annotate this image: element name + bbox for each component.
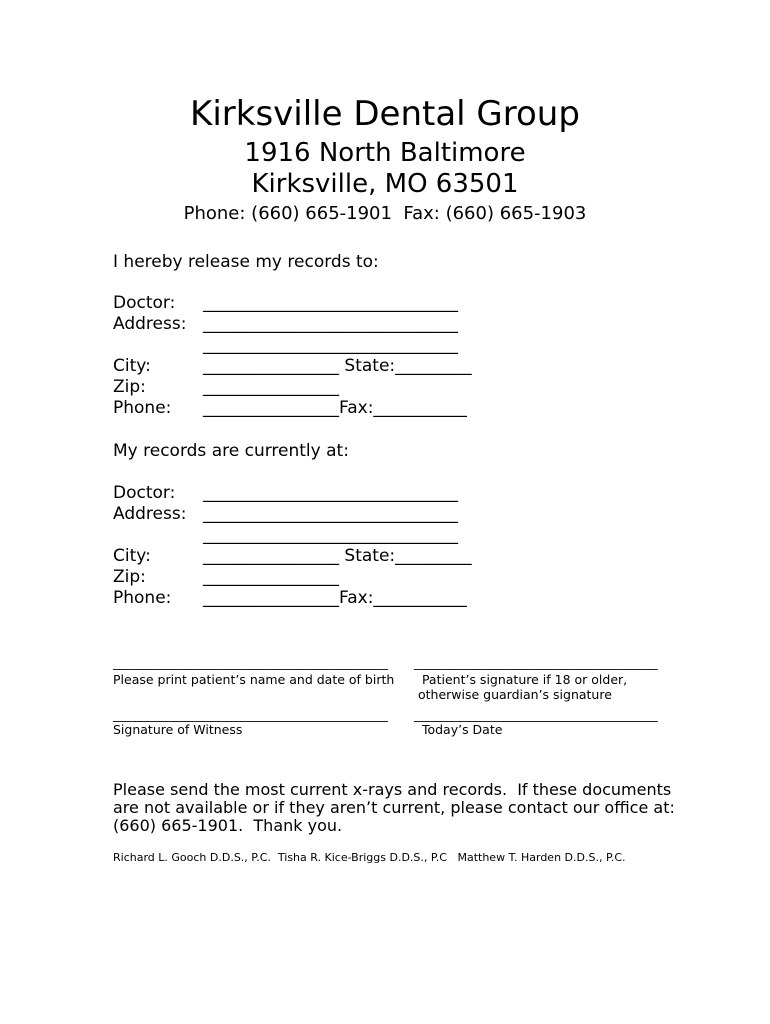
release-city-state-field[interactable]: ________________ State:_________: [203, 356, 472, 376]
current-address-field-2[interactable]: ______________________________: [203, 525, 458, 545]
release-doctor-label: Doctor:: [113, 293, 176, 313]
practice-name: Kirksville Dental Group: [190, 94, 580, 134]
current-phone-fax-field[interactable]: ________________Fax:___________: [203, 588, 467, 608]
release-zip-field[interactable]: ________________: [203, 377, 339, 397]
practice-phone-fax: Phone: (660) 665-1901 Fax: (660) 665-1903: [183, 203, 587, 224]
current-phone-label: Phone:: [113, 588, 172, 608]
patient-signature-label-2: otherwise guardian’s signature: [414, 687, 612, 702]
release-zip-label: Zip:: [113, 377, 146, 397]
closing-line-3: (660) 665-1901. Thank you.: [113, 816, 343, 835]
current-city-state-field[interactable]: ________________ State:_________: [203, 546, 472, 566]
practice-street: 1916 North Baltimore: [244, 138, 526, 168]
doctors-list: Richard L. Gooch D.D.S., P.C. Tisha R. Kice-Briggs D.D.S., P.C Matthew T. Harden D.D.S., P.C.: [113, 851, 626, 864]
date-label: Today’s Date: [414, 722, 503, 737]
closing-line-2: are not available or if they aren’t current, please contact our office at:: [113, 798, 675, 817]
release-address-field-2[interactable]: ______________________________: [203, 335, 458, 355]
current-zip-label: Zip:: [113, 567, 146, 587]
release-address-label: Address:: [113, 314, 187, 334]
patient-name-line[interactable]: ____________________________________________: [113, 655, 388, 670]
release-address-field[interactable]: ______________________________: [203, 314, 458, 334]
patient-signature-label-1: Patient’s signature if 18 or older,: [414, 672, 628, 687]
release-phone-fax-field[interactable]: ________________Fax:___________: [203, 398, 467, 418]
current-city-label: City:: [113, 546, 151, 566]
current-doctor-label: Doctor:: [113, 483, 176, 503]
practice-city-state-zip: Kirksville, MO 63501: [251, 169, 519, 199]
release-heading: I hereby release my records to:: [113, 252, 379, 272]
current-doctor-field[interactable]: ______________________________: [203, 483, 458, 503]
current-zip-field[interactable]: ________________: [203, 567, 339, 587]
date-line[interactable]: _______________________________________: [414, 707, 658, 722]
witness-label: Signature of Witness: [113, 722, 243, 737]
patient-name-label: Please print patient’s name and date of birth: [113, 672, 395, 687]
current-address-field[interactable]: ______________________________: [203, 504, 458, 524]
release-phone-label: Phone:: [113, 398, 172, 418]
current-address-label: Address:: [113, 504, 187, 524]
release-doctor-field[interactable]: ______________________________: [203, 293, 458, 313]
witness-signature-line[interactable]: ____________________________________________: [113, 707, 388, 722]
patient-signature-line[interactable]: _______________________________________: [414, 655, 658, 670]
release-city-label: City:: [113, 356, 151, 376]
current-heading: My records are currently at:: [113, 441, 349, 461]
closing-line-1: Please send the most current x-rays and records. If these documents: [113, 780, 672, 799]
